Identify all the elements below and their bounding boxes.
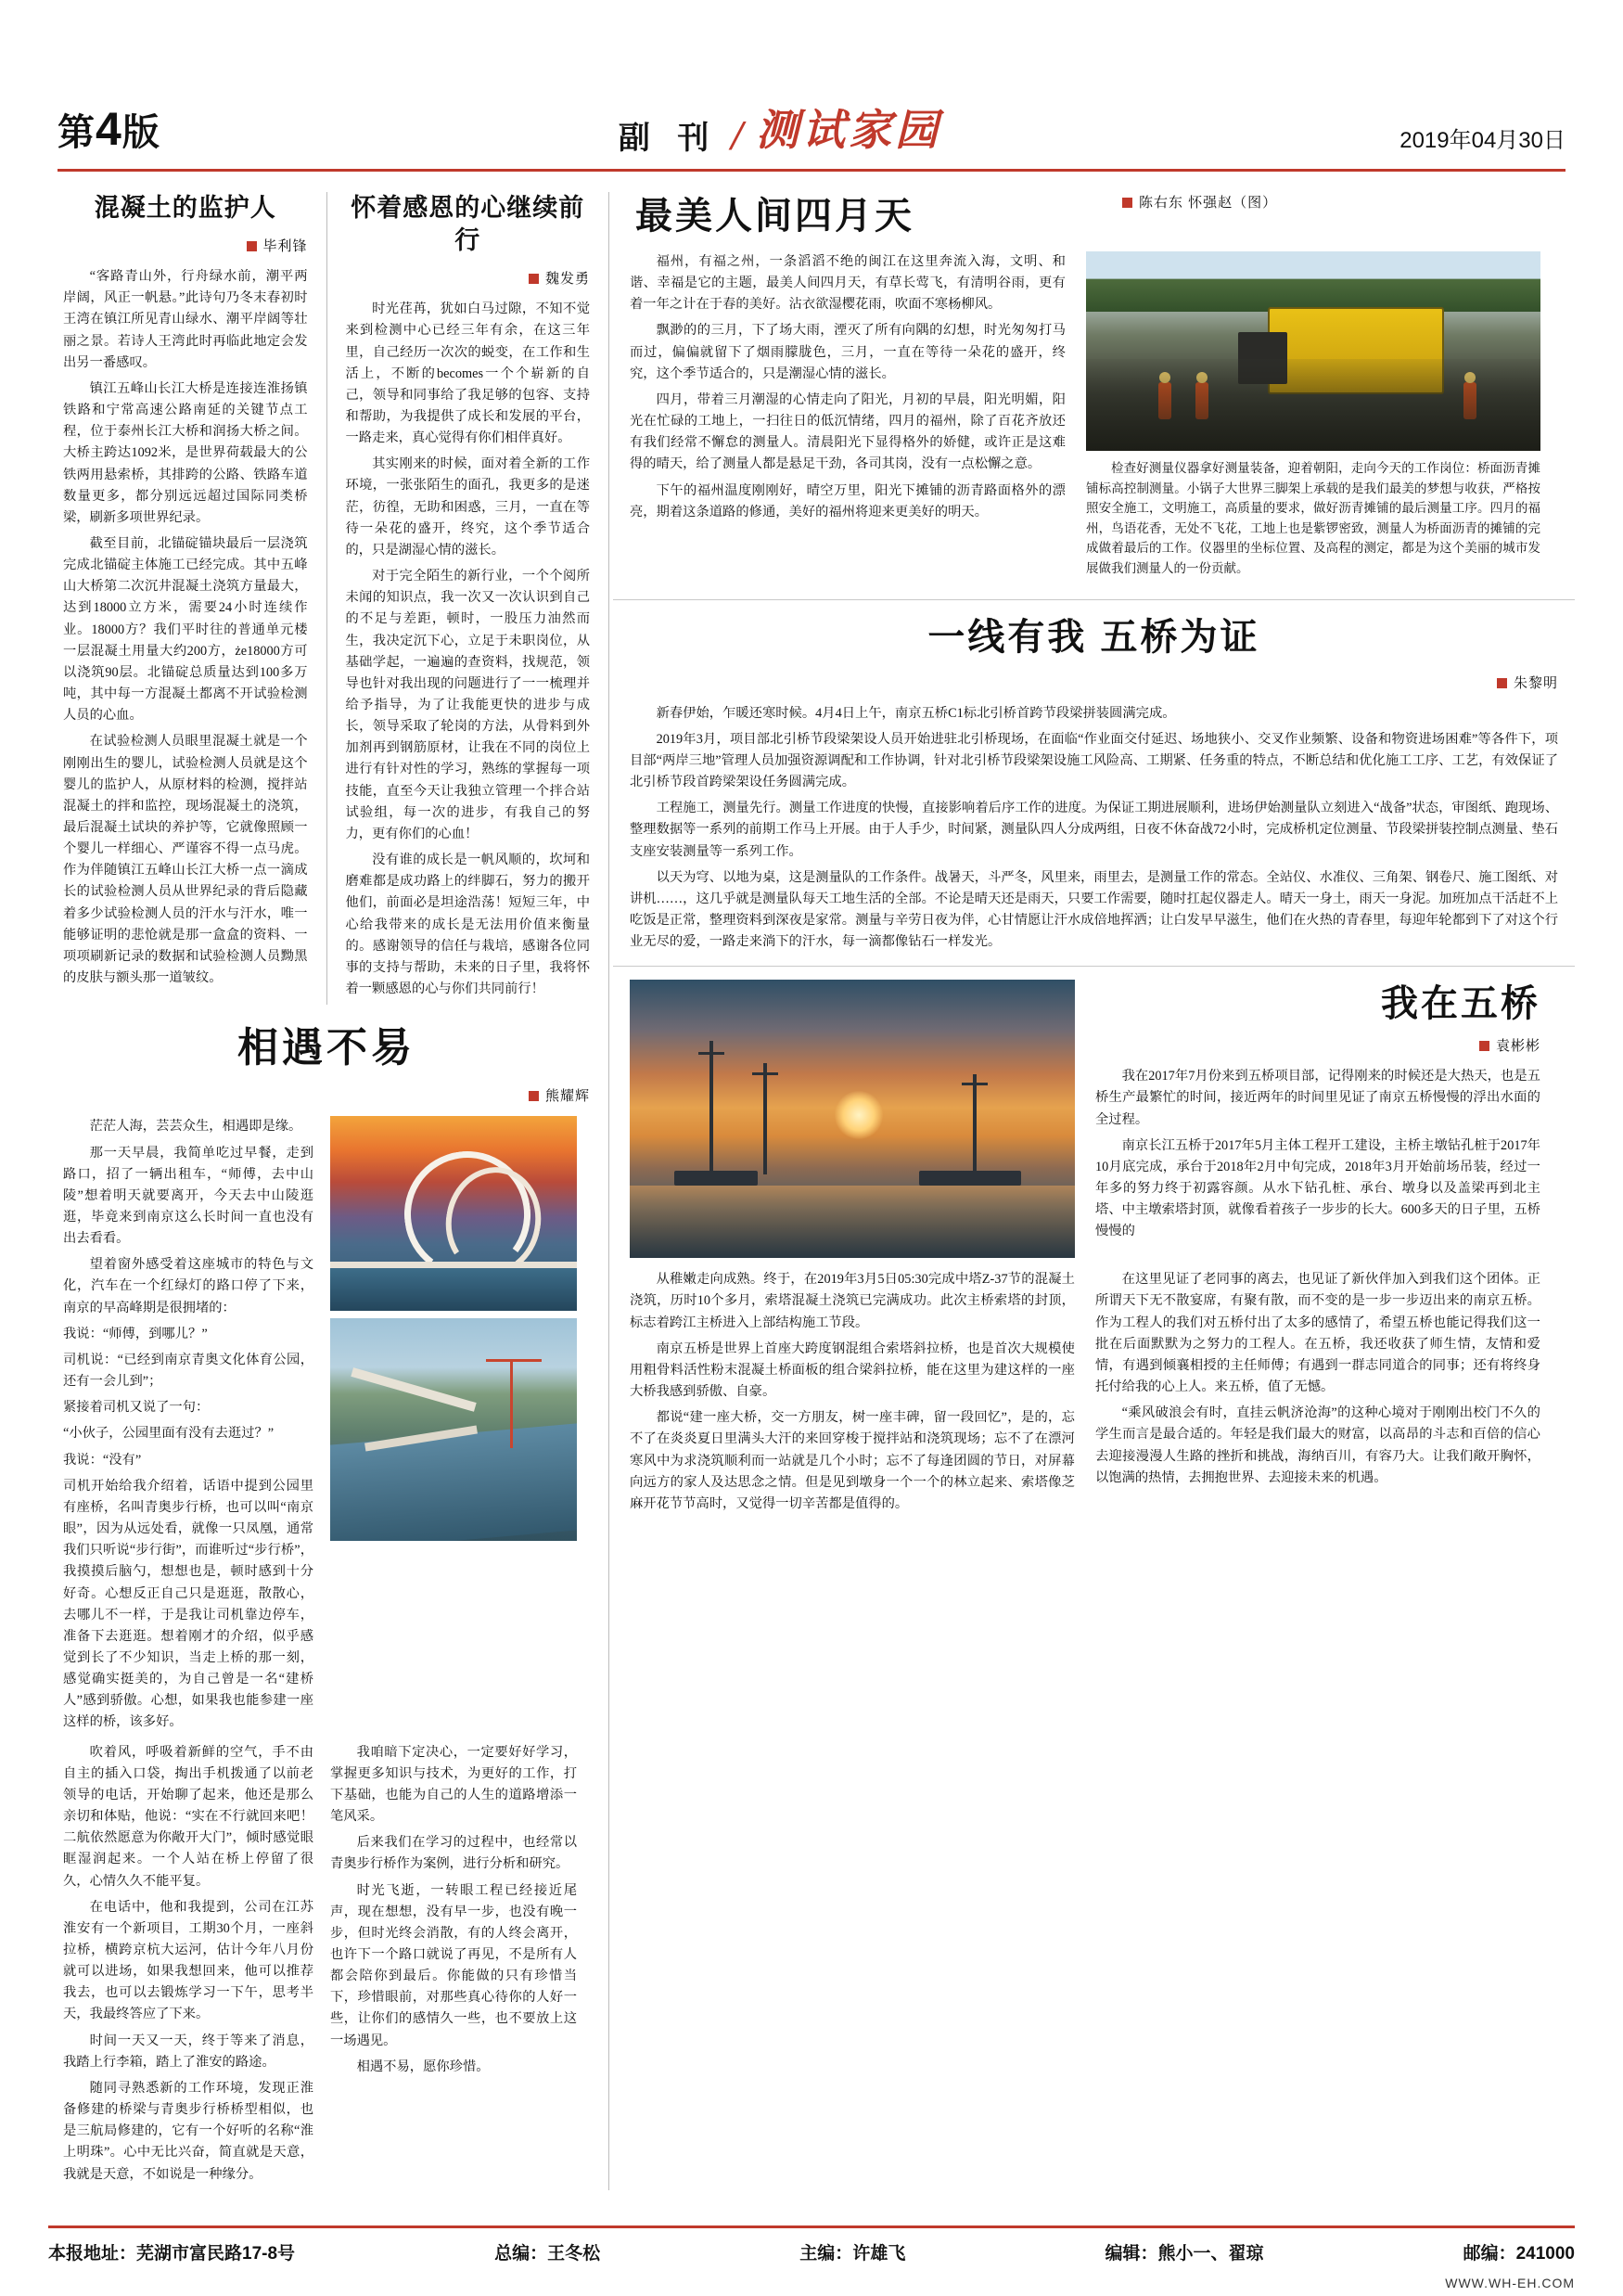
paragraph: 茫茫人海，芸芸众生，相遇即是缘。 bbox=[89, 1119, 302, 1135]
at-five-bridge-col1 bbox=[630, 1269, 1075, 1520]
paragraph: “客路青山外，行舟绿水前，潮平两岸阔，风正一帆悬。”此诗句乃冬末春初时王湾在镇江所见青山绿水、潮平岸阔等壮丽之景。若诗人王湾此时再临此地定会发出另一番感叹。 bbox=[63, 269, 308, 370]
meeting-text-left bbox=[63, 1116, 313, 1738]
page-footer bbox=[48, 2225, 1575, 2264]
article-title-meeting: 相遇不易 bbox=[237, 1025, 415, 1071]
author-name: 魏发勇 bbox=[544, 271, 590, 288]
paragraph: 吹着风，呼吸着新鲜的空气，手不由自主的插入口袋，掏出手机拨通了以前老领导的电话，开始聊了起来，他还是那么亲切和体贴，他说：“实在不行就回来吧！二航依然愿意为你敞开大门”，倾时感觉眼眶湿润起来。一个人站在桥上停留了很久，心情久久不能平复。 bbox=[63, 1744, 313, 1889]
tower-crane-icon bbox=[973, 1074, 977, 1174]
paver-machine-icon bbox=[1268, 307, 1444, 394]
masthead bbox=[58, 96, 1565, 172]
paragraph: 都说“建一座大桥，交一方朋友，树一座丰碑，留一段回忆”，是的，忘不了在炎炎夏日里满头大汗的来回穿梭于搅拌站和浇筑现场；忘不了在漂河寒风中为求浇筑顺利而一站就是几个小时；忘不了每逢团圆的节日，对屏幕向远方的家人及达思念之情。但是见到墩身一个一个的林立起来、索塔像芝麻开花节节高时，又觉得一切辛苦都是值得的。 bbox=[629, 1410, 1075, 1511]
article-title-at-five-bridge: 我在五桥 bbox=[1380, 983, 1540, 1025]
april-day-photo-block bbox=[1086, 251, 1540, 586]
paragraph: 司机开始给我介绍着，话语中提到公园里有座桥，名叫青奥步行桥，也可以叫“南京眼”，因为从远处看，就像一只凤凰，通常我们只听说“步行街”，而谁听过“步行桥”，我摸摸后脑勺，想想也是，顿时感到十分好奇。心想反正自己只是逛逛，散散心，去哪儿不一样，于是我让司机靠边停车，准备下去逛逛。想着刚才的介绍，似乎感觉到长了不少知识，当走上桥的那一刻，感觉确实挺美的，为自己曾是一名“建桥人”感到骄傲。心想，如果我也能参建一座这样的桥，该多好。 bbox=[63, 1478, 313, 1730]
article-five-bridge bbox=[613, 613, 1575, 954]
sun-icon bbox=[835, 1091, 883, 1139]
supplement-label: 副 刊 bbox=[618, 121, 719, 156]
byline-grateful-heart bbox=[345, 268, 590, 288]
paragraph: 我说：“师傅，到哪儿？” bbox=[63, 1326, 208, 1341]
masthead-center bbox=[160, 96, 1399, 160]
paragraph: 在电话中，他和我提到，公司在江苏淮安有一个新项目，工期30个月，一座斜拉桥，横跨京杭大运河，估计今年八月份就可以进场，如果我想回来，他可以推荐我去，也可以去锻炼学习一下午，思考半天，我最终答应了下来。 bbox=[63, 1899, 313, 2022]
section-divider bbox=[613, 966, 1575, 967]
paragraph: 时光飞逝，一转眼工程已经接近尾声，现在想想，没有早一步，也没有晚一步，但时光终会消散，有的人终会离开，也许下一个路口就说了再见，不是所有人都会陪你到最后。你能做的只有珍惜当下，珍惜眼前，对那些真心待你的人好一些，让你们的感情久一些，也不要放上这一场遇见。 bbox=[330, 1882, 577, 2048]
paragraph: 镇江五峰山长江大桥是连接连淮扬镇铁路和宁常高速公路南延的关键节点工程，位于泰州长江大桥和润扬大桥之间。大桥主跨达1092米，是世界荷载最大的公铁两用悬索桥，其排跨的公路、铁路车道数量更多，都分别远远超过国际同类桥梁，刷新多项世界纪录。 bbox=[63, 380, 308, 525]
paragraph: 时光荏苒，犹如白马过隙，不知不觉来到检测中心已经三年有余，在这三年里，自己经历一次次的蜕变，在工作和生活上，不断的becomes一个个崭新的自己，领导和同事给了我足够的包容、支持和帮助，为我提供了成长和发展的平台，一路走来，真心觉得有你们相伴真好。 bbox=[345, 301, 590, 446]
postcode-label: 邮编： bbox=[1463, 2244, 1516, 2264]
river-shape bbox=[330, 1424, 577, 1542]
author-name: 熊耀辉 bbox=[544, 1088, 590, 1105]
article-at-five-bridge bbox=[613, 980, 1575, 1520]
bridge-deck-shape bbox=[330, 1262, 577, 1268]
editor-in-chief-label: 主编： bbox=[799, 2244, 853, 2264]
paragraph: 在这里见证了老同事的离去，也见证了新伙伴加入到我们这个团体。正所谓天下无不散宴席，有聚有散，而不变的是一步一步迈出来的南京五桥。作为工程人的我们对五桥付出了太多的感情了，希望五桥也能记得我们这一批在后面默默为之努力的工程人。在五桥，我还收获了师生情，友情和爱情，有遇到倾襄相授的主任师傅；有遇到一群志同道合的同事；还有将终身托付给我的心上人。来五桥，值了无憾。 bbox=[1094, 1272, 1540, 1395]
address-value: 芜湖市富民路17-8号 bbox=[136, 2244, 296, 2264]
at-five-bridge-col2 bbox=[1095, 1269, 1540, 1494]
editors-value: 熊小一、翟琼 bbox=[1157, 2244, 1264, 2264]
paragraph: “小伙子，公园里面有没有去逛过？” bbox=[63, 1426, 275, 1442]
crane-icon bbox=[510, 1359, 513, 1448]
meeting-text-col2 bbox=[330, 1742, 577, 2083]
byline-marker-icon bbox=[1479, 1041, 1489, 1051]
at-five-bridge-text bbox=[1095, 980, 1540, 1247]
paragraph: 截至目前，北锚碇锚块最后一层浇筑完成北锚碇主体施工已经完成。其中五峰山大桥第二次沉井混凝土浇筑方量最大，达到18000立方米，需要24小时连续作业。18000方？我们平时往的普通单元楼一层混凝土用量大约200方，że18000方可以浇筑90层。北锚碇总质量达到100多万吨，其中每一方混凝土都离不开试验检测人员的心血。 bbox=[63, 535, 308, 724]
page-number-label bbox=[58, 102, 160, 160]
postcode-value: 241000 bbox=[1515, 2244, 1575, 2264]
river-sunset-construction-photo bbox=[630, 980, 1075, 1258]
photo-caption-april-day: 检查好测量仪器拿好测量装备，迎着朝阳，走向今天的工作岗位：桥面沥青摊铺标高控制测量。小锅子大世界三脚架上承载的是我们最美的梦想与收获，严格按照安全施工，文明施工，高质量的要求，做好沥青摊铺的最后测量工序。四月的福州，鸟语花香，无处不飞花，工地上也是紫锣密致，测量人为桥面沥青的摊铺的完成做着最后的工作。仪器里的坐标位置、及高程的测定，都是为这个美丽的城市发展做我们测量人的一份贡献。 bbox=[1085, 461, 1540, 575]
article-title-five-bridge: 一线有我 五桥为证 bbox=[927, 616, 1260, 658]
issue-date: 2019年04月30日 bbox=[1399, 128, 1565, 153]
paragraph: 以天为穹、以地为桌，这是测量队的工作条件。战暑天，斗严冬，风里来，雨里去，是测量工作的常态。全站仪、水准仪、三角架、钢卷尺、施工图纸、对讲机……，这几乎就是测量队每天工地生活的全部。不论是晴天还是雨天，只要工作需要，随时扛起仪器走人。晴天一身土，雨天一身泥。加班加点干活赶不上吃饭是正常，整理资料到深夜是家常。测量与辛劳日夜为伴，心甘情愿让汗水成倍地挥洒；让白发早早滋生，他们在火热的青春里，每迎年轮都到下了对这个行业无尽的爱，一路走来淌下的汗水，每一滴都像钻石一样发光。 bbox=[629, 869, 1558, 950]
page-number: 4 bbox=[96, 103, 122, 155]
water-shape bbox=[630, 1186, 1075, 1258]
author-name: 毕利锋 bbox=[262, 238, 308, 255]
april-day-text bbox=[630, 251, 1066, 528]
paragraph: 没有谁的成长是一帆风顺的，坎坷和磨难都是成功路上的绊脚石，努力的搬开他们，前面必是坦途浩荡！短短三年，中心给我带来的成长是无法用价值来衡量的。感谢领导的信任与栽培，感谢各位同事的支持与帮助，未来的日子里，我将怀着一颗感恩的心与你们共同前行！ bbox=[345, 853, 590, 997]
byline-april-day bbox=[1122, 192, 1558, 212]
paragraph: 司机说：“已经到南京青奥文化体育公园，还有一会儿到”； bbox=[63, 1352, 313, 1390]
paragraph: 南京长江五桥于2017年5月主体工程开工建设，主桥主墩钻孔桩于2017年10月底完成，承台于2018年2月中旬完成，2018年3月开始前场吊装，经过一年多的努力终于初露容颜。从水下钻孔桩、承台、墩身以及盖梁再到北主塔、中主墩索塔封顶，就像看着孩子一步步的长大。600多天的日子里，五桥慢慢的 bbox=[1094, 1137, 1540, 1239]
paragraph: 工程施工，测量先行。测量工作进度的快慢，直接影响着后序工作的进度。为保证工期进展顺利，进场伊始测量队立刻进入“战备”状态，审图纸、跑现场、整理数据等一系列的前期工作马上开展。由于人手少，时间紧，测量队四人分成两组，日夜不休奋战72小时，完成桥机定位测量、节段梁拼装控制点测量、垫石支座安装测量等一系列工作。 bbox=[629, 801, 1558, 859]
water-shape bbox=[330, 1268, 577, 1311]
page-content bbox=[48, 192, 1575, 2190]
footer-address bbox=[48, 2239, 295, 2264]
tree-line-shape bbox=[1086, 251, 1540, 312]
paragraph: 我咱暗下定决心，一定要好好学习，掌握更多知识与技术，为更好的工作，打下基础，也能为自己的人生的道路增添一笔风采。 bbox=[330, 1744, 577, 1825]
byline-marker-icon bbox=[529, 1091, 539, 1101]
footer-website-url: WWW.WH-EH.COM bbox=[1445, 2276, 1575, 2290]
footer-postcode bbox=[1463, 2239, 1575, 2264]
paragraph: 我在2017年7月份来到五桥项目部，记得刚来的时候还是大热天，也是五桥生产最繁忙的时间，接近两年的时间里见证了南京五桥慢慢的浮出水面的全过程。 bbox=[1094, 1069, 1540, 1127]
right-region bbox=[613, 192, 1575, 1520]
paragraph: “乘风破浪会有时，直挂云帆济沧海”的这种心境对于刚刚出校门不久的学生而言是最合适的。年轻是我们最大的财富，以高昂的斗志和百倍的信心去迎接漫漫人生路的挫折和挑战，海纳百川，有容乃大。让我们敞开胸怀，以饱满的热情，去拥抱世界、去迎接未来的机遇。 bbox=[1094, 1405, 1540, 1485]
road-paving-photo bbox=[1086, 251, 1540, 451]
paragraph: 南京五桥是世界上首座大跨度钢混组合索塔斜拉桥，也是首次大规模使用粗骨料活性粉末混凝土桥面板的组合梁斜拉桥，能在这里为建这样的一座大桥我感到骄傲、自豪。 bbox=[629, 1340, 1075, 1400]
author-name: 陈右东 怀强赵（图） bbox=[1139, 195, 1278, 211]
left-region bbox=[48, 192, 605, 2190]
meeting-photo-stack bbox=[330, 1116, 577, 1548]
article-title-grateful-heart: 怀着感恩的心继续前行 bbox=[351, 194, 585, 255]
worker-figure-icon bbox=[1463, 382, 1476, 419]
paragraph: 后来我们在学习的过程中，也经常以青奥步行桥作为案例，进行分析和研究。 bbox=[330, 1835, 577, 1872]
address-label: 本报地址： bbox=[48, 2244, 137, 2264]
article-title-april-day: 最美人间四月天 bbox=[634, 196, 914, 237]
paragraph: 随同寻熟悉新的工作环境，发现正淮备修建的桥梁与青奥步行桥桥型相似，也是三航局修建的，它有一个好听的名称“淮上明珠”。心中无比兴奋，简直就是天意，我就是天意，不如说是一种缘分。 bbox=[63, 2080, 313, 2182]
ship-silhouette bbox=[919, 1171, 1021, 1186]
paragraph: 相遇不易，愿你珍惜。 bbox=[356, 2059, 490, 2074]
article-april-day bbox=[613, 192, 1575, 586]
byline-at-five-bridge bbox=[1095, 1035, 1540, 1055]
page-label-suffix: 版 bbox=[121, 112, 160, 153]
article-meeting bbox=[48, 1021, 605, 2190]
worker-figure-icon bbox=[1158, 382, 1171, 419]
paragraph: 时间一天又一天，终于等来了消息，我踏上行李箱，踏上了淮安的路途。 bbox=[63, 2033, 313, 2070]
paragraph: 四月，带着三月潮湿的心情走向了阳光，月初的早晨，阳光明媚，阳光在忙碌的工地上，一扫往日的低沉情绪，四月的福州，除了百花齐放还有我们经常不懈怠的测量人。清晨阳光下显得格外的娇健，或许正是这难得的晴天，给了测量人都是悬足干劲，各司其岗，没有一点松懈之意。 bbox=[629, 391, 1066, 472]
slash-divider: / bbox=[731, 111, 744, 159]
editor-in-chief-value: 许雄飞 bbox=[852, 2244, 906, 2264]
paragraph: 其实刚来的时候，面对着全新的工作环境，一张张陌生的面孔，我更多的是迷茫，彷徨，无助和困惑，三月，一直在等待一朵花的盛开，终究，这个季节适合的，只是湖湿心情的滋长。 bbox=[345, 456, 590, 558]
paragraph: 我说：“没有” bbox=[63, 1452, 142, 1468]
ship-silhouette bbox=[674, 1171, 758, 1186]
chief-editor-label: 总编： bbox=[494, 2244, 548, 2264]
paragraph: 紧接着司机又说了一句： bbox=[63, 1400, 210, 1416]
bridge-aerial-photo bbox=[330, 1318, 577, 1541]
worker-figure-icon bbox=[1195, 382, 1208, 419]
paragraph: 福州，有福之州，一条滔滔不绝的闽江在这里奔流入海，文明、和谐、幸福是它的主题，最美人间四月天，有草长莺飞，有清明谷雨，更有着一年之计在于春的美好。沾衣欲湿樱花雨，吹面不寒杨柳风。 bbox=[629, 254, 1066, 313]
paragraph: 下午的福州温度刚刚好，晴空万里，阳光下摊铺的沥青路面格外的漂亮，期着这条道路的修通，美好的福州将迎来更美好的明天。 bbox=[629, 482, 1066, 519]
paragraph: 从稚嫩走向成熟。终于，在2019年3月5日05:30完成中塔Z-37节的混凝土浇筑，历时10个多月，索塔混凝土浇筑已完满成功。此次主桥索塔的封顶，标志着跨江主桥进入上部结构施工节段。 bbox=[629, 1272, 1075, 1330]
author-name: 朱黎明 bbox=[1513, 674, 1558, 691]
paragraph: 在试验检测人员眼里混凝土就是一个刚刚出生的婴儿，试验检测人员就是这个婴儿的监护人，从原材料的检测，搅拌站混凝土的拌和监控，现场混凝土的浇筑，最后混凝土试块的养护等，它就像照顾一个婴儿一样细心、严谨容不得一点马虎。作为伴随镇江五峰山长江大桥一点一滴成长的试验检测人员从世界纪录的背后隐藏着多少试验检测人员的汗水与汗水，唯一能够证明的悲怆就是那一盒盒的资料、一项项刷新记录的数据和试验检测人员黝黑的皮肤与额头那一道皱纹。 bbox=[63, 734, 308, 986]
brand-title: 测试家园 bbox=[756, 105, 942, 155]
at-five-bridge-photo-block bbox=[630, 980, 1075, 1265]
byline-concrete-guardian bbox=[63, 236, 308, 255]
tower-crane-icon bbox=[763, 1063, 767, 1174]
footer-chief-editor bbox=[494, 2239, 600, 2264]
column-b bbox=[330, 192, 605, 1005]
section-divider bbox=[613, 599, 1575, 600]
column-divider bbox=[326, 192, 327, 1005]
footer-editors bbox=[1105, 2239, 1263, 2264]
editors-label: 编辑： bbox=[1105, 2244, 1158, 2264]
column-a bbox=[48, 192, 323, 994]
byline-marker-icon bbox=[1497, 678, 1507, 688]
byline-marker-icon bbox=[1122, 198, 1132, 208]
paragraph: 对于完全陌生的新行业，一个个阅所未闻的知识点，我一次又一次认识到自己的不足与差距，顿时，一股压力油然而生，我决定沉下心，立足于未职岗位，从基础学起，一遍遍的查资料，找规范，领导也针对我出现的问题进行了一一梳理并给予指导，为了让我能更快的进步与成长，领导采取了轮岗的方法，从骨料到外加剂再到钢筋原材，让我在不同的岗位上进行有针对性的学习，熟练的掌握每一项技能，直至今天让我独立管理一个拌合站试验组，每一次的进步，有我自己的努力，更有你们的心血！ bbox=[345, 569, 590, 841]
paragraph: 望着窗外感受着这座城市的特色与文化，汽车在一个红绿灯的路口停了下来，南京的早高峰期是很拥堵的： bbox=[63, 1257, 313, 1315]
byline-meeting bbox=[63, 1085, 590, 1105]
footer-editor-in-chief bbox=[799, 2239, 905, 2264]
nanjing-eye-bridge-photo bbox=[330, 1116, 577, 1311]
paragraph: 那一天早晨，我简单吃过早餐，走到路口，招了一辆出租车，“师傅，去中山陵”想着明天就要离开，今天去中山陵逛逛，毕竟来到南京这么长时间一直也没有出去看看。 bbox=[63, 1145, 313, 1247]
author-name: 袁彬彬 bbox=[1495, 1038, 1540, 1055]
chief-editor-value: 王冬松 bbox=[547, 2244, 601, 2264]
page-label-prefix: 第 bbox=[58, 112, 96, 153]
paragraph: 飘渺的的三月，下了场大雨，湮灭了所有向隅的幻想，时光匆匆打马而过，偏偏就留下了烟雨朦胧色，三月，一直在等待一朵花的盛开，终究，这个季节适合的，只是潮湿心情的滋长。 bbox=[629, 323, 1066, 381]
meeting-text-col1 bbox=[63, 1742, 313, 2190]
article-title-concrete-guardian: 混凝土的监护人 bbox=[94, 194, 276, 222]
byline-marker-icon bbox=[247, 241, 257, 251]
paragraph: 新春伊始，乍暖还寒时候。4月4日上午，南京五桥C1标北引桥首跨节段梁拼装圆满完成。 bbox=[656, 705, 1176, 721]
ramp-shape bbox=[351, 1368, 478, 1413]
paragraph: 2019年3月，项目部北引桥节段梁架设人员开始进驻北引桥现场，在面临“作业面交付延迟、场地狭小、交叉作业频繁、设备和物资进场困难”等各件下，项目部“两岸三地”管理人员加强资源调配和工作协调，针对北引桥节段梁架设施工风险高、工期紧、任务重的特点，不断总结和优化施工工序、工艺，有效保证了北引桥节段首跨梁架设任务圆满完成。 bbox=[629, 731, 1558, 790]
column-divider bbox=[608, 192, 609, 2190]
byline-marker-icon bbox=[529, 274, 539, 284]
byline-five-bridge bbox=[630, 673, 1558, 692]
tower-crane-icon bbox=[709, 1041, 713, 1174]
